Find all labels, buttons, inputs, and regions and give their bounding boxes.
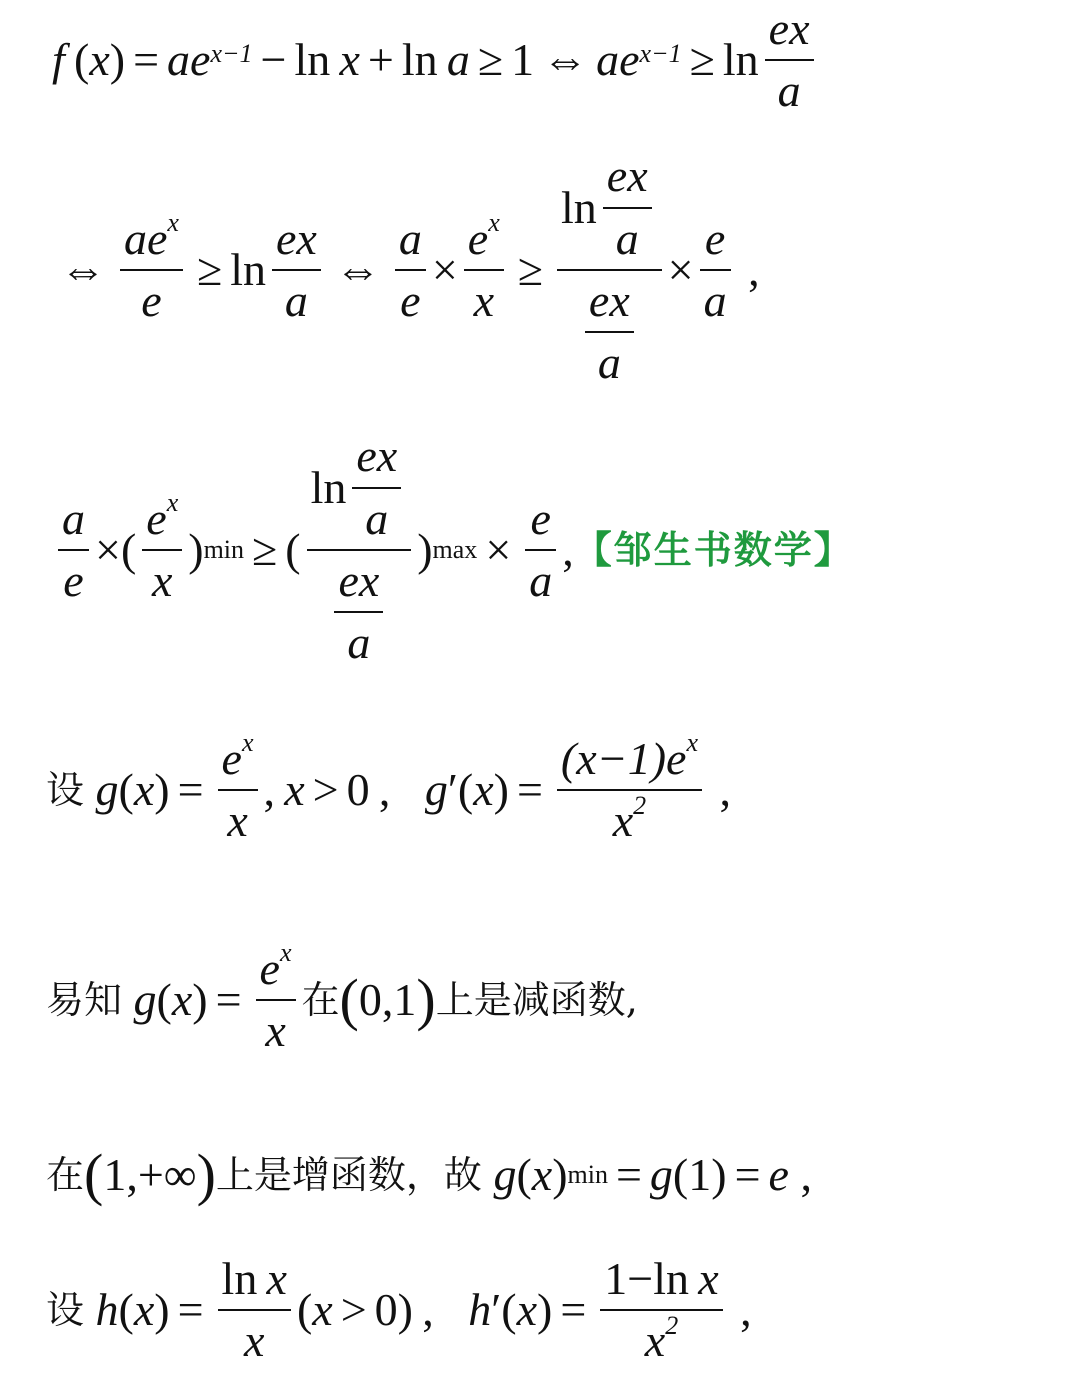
label-decreasing: 上是减函数,	[435, 978, 638, 1022]
equation-line-5: 易知 g ( x ) = $\frac{e^x}{x}$ 在 ( 0,1 ) 上是减函数,	[46, 938, 638, 1056]
label-she-2: 设	[46, 1288, 85, 1332]
equation-line-7: 设 h ( x ) = $\frac{\text{ln x}}{x}$ ( x > 0) , h ′( x ) = $\frac{\text{1−ln x}}{x^2}$ ,	[46, 1252, 752, 1366]
equation-line-4: 设 g ( x ) = $\frac{e^x}{x}$ , x > 0 , g ′( x ) = $\frac{(x-1)e^x}{x^2}$ ,	[46, 728, 731, 846]
equation-line-2: ⇔ $\frac{ae^x}{e}$ ≥ ln $\frac{ex}{a}$ ⇔ $\frac{a}{e}$ × $\frac{e^x}{x}$ ≥ ln $\frac{ex}{a}$ $\frac{ex}{a}$ × $\frac{e}{a}$ ,	[60, 150, 760, 389]
label-zai-2: 在	[46, 1153, 85, 1197]
label-yizhi: 易知	[46, 978, 123, 1022]
brand-tag: 【邹生书数学】	[573, 528, 854, 572]
equation-line-1: f ( x ) = ae $^{x-1}$ − ln x + ln a ≥ 1 ⇔ ae $^{x-1}$ ≥ ln $\frac{ex}{a}$	[52, 0, 820, 120]
equation-line-3: $\frac{a}{e}$ ×( $\frac{e^x}{x}$ ) min ≥ ( ln $\frac{ex}{a}$ $\frac{ex}{a}$ ) max × $\frac{e}{a}$ , 【邹生书数学】	[52, 420, 854, 680]
label-she: 设	[46, 768, 85, 812]
label-increasing: 上是增函数，故	[215, 1153, 482, 1197]
equation-line-6: 在 ( 1,+∞ ) 上是增函数，故 g ( x ) min = g (1) = e ,	[46, 1142, 812, 1207]
label-zai: 在	[301, 978, 340, 1022]
